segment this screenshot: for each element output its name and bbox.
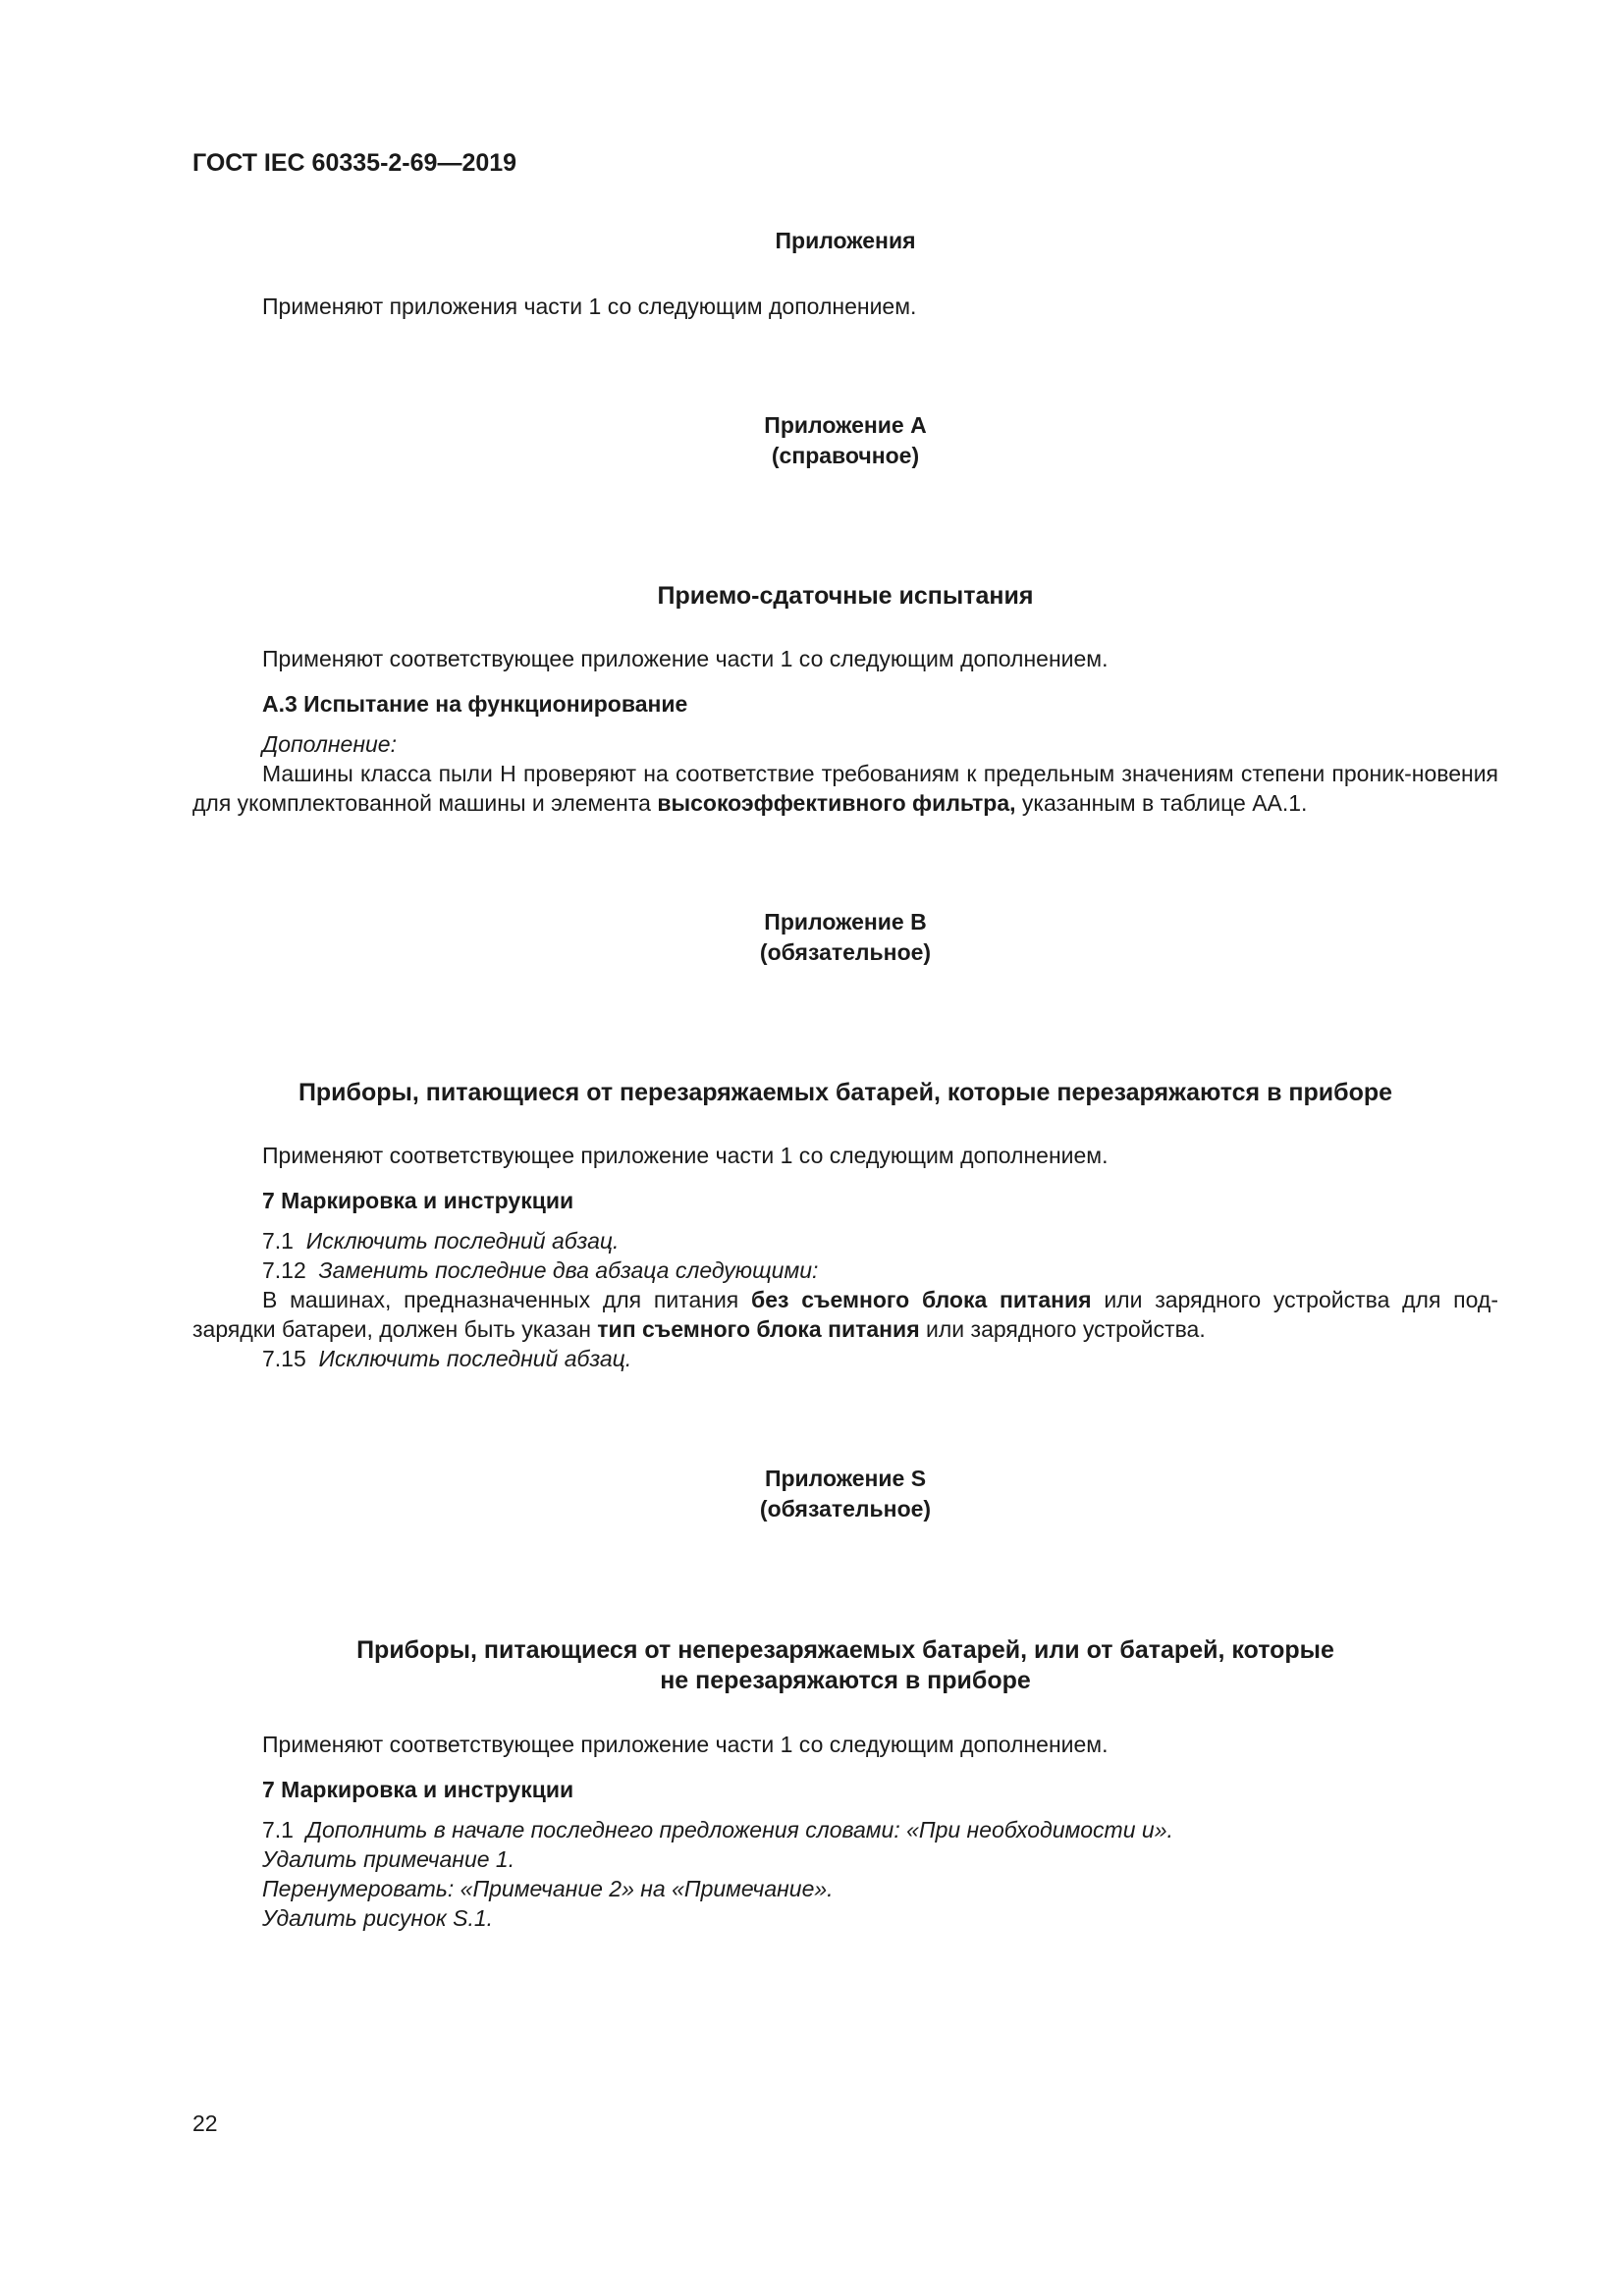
annex-b-intro: Применяют соответствующее приложение части 1 со следующим дополнением. <box>262 1143 1109 1168</box>
item-number: 7.12 <box>262 1257 306 1283</box>
annex-s-title-line-1: Приборы, питающиеся от неперезаряжаемых батарей, или от батарей, которые <box>356 1636 1334 1664</box>
annex-b-title: Приборы, питающиеся от перезаряжаемых батарей, которые перезаряжаются в приборе <box>298 1079 1393 1106</box>
annex-s-section-heading: 7 Маркировка и инструкции <box>262 1777 574 1802</box>
annexes-title: Приложения <box>775 228 916 253</box>
annex-a-body-text-2: указанным в таблице АА.1. <box>1015 790 1308 816</box>
annex-b-item-7-1 <box>262 1226 619 1255</box>
annex-b-heading: Приложение В <box>764 909 927 934</box>
item-number: 7.1 <box>262 1817 294 1842</box>
annex-s-line-remove-note: Удалить примечание 1. <box>262 1846 515 1872</box>
annex-b-body-paragraph <box>192 1285 1498 1344</box>
item-number: 7.15 <box>262 1346 306 1371</box>
annex-s-status: (обязательное) <box>759 1496 932 1522</box>
annex-b-body-text-3: или зарядного устройства. <box>919 1316 1206 1342</box>
item-text: Заменить последние два абзаца следующими: <box>318 1257 819 1283</box>
item-text: Дополнить в начале последнего предложения словами: «При необходимости и». <box>305 1817 1173 1842</box>
annex-s-line-renumber: Перенумеровать: «Примечание 2» на «Примечание». <box>262 1876 834 1901</box>
annex-s-line-remove-figure: Удалить рисунок S.1. <box>262 1905 494 1931</box>
annex-a-addition-label: Дополнение: <box>262 731 397 757</box>
annex-b-item-7-15 <box>262 1344 631 1373</box>
annex-b-body-text-1: В машинах, предназначенных для питания <box>262 1287 752 1312</box>
annex-s-intro: Применяют соответствующее приложение части 1 со следующим дополнением. <box>262 1732 1109 1757</box>
item-text: Исключить последний абзац. <box>305 1228 620 1254</box>
annex-b-body-text-2: или зарядного устройства для под-зарядки батареи, должен быть указан <box>192 1287 1498 1342</box>
annex-s-title-line-2: не перезаряжаются в приборе <box>660 1667 1031 1694</box>
item-number: 7.1 <box>262 1228 294 1254</box>
annex-b-section-heading: 7 Маркировка и инструкции <box>262 1188 574 1213</box>
page-number: 22 <box>192 2110 218 2136</box>
annex-a-body-bold: высокоэффективного фильтра, <box>657 790 1016 816</box>
item-text: Исключить последний абзац. <box>318 1346 632 1371</box>
annex-a-title: Приемо-сдаточные испытания <box>657 582 1034 610</box>
annex-b-status: (обязательное) <box>759 939 932 965</box>
annex-a-body-text-1: Машины класса пыли H проверяют на соответствие требованиям к предельным значениям степени проник-новения для укомплектованной машины и элемента <box>192 761 1498 816</box>
annex-s-item-7-1 <box>262 1815 1173 1844</box>
annexes-intro: Применяют приложения части 1 со следующим дополнением. <box>262 294 917 319</box>
annex-b-body-bold-1: без съемного блока питания <box>751 1287 1092 1312</box>
annex-a-heading: Приложение А <box>764 412 927 438</box>
document-header: ГОСТ IEC 60335-2-69—2019 <box>192 149 517 177</box>
annex-b-body-bold-2: тип съемного блока питания <box>597 1316 920 1342</box>
annex-s-heading: Приложение S <box>764 1466 927 1491</box>
annex-a-section-heading: А.3 Испытание на функционирование <box>262 691 688 717</box>
annex-a-body-paragraph <box>192 759 1498 818</box>
annex-a-intro: Применяют соответствующее приложение части 1 со следующим дополнением. <box>262 646 1109 671</box>
annex-b-item-7-12 <box>262 1255 818 1285</box>
annex-a-status: (справочное) <box>771 443 920 468</box>
